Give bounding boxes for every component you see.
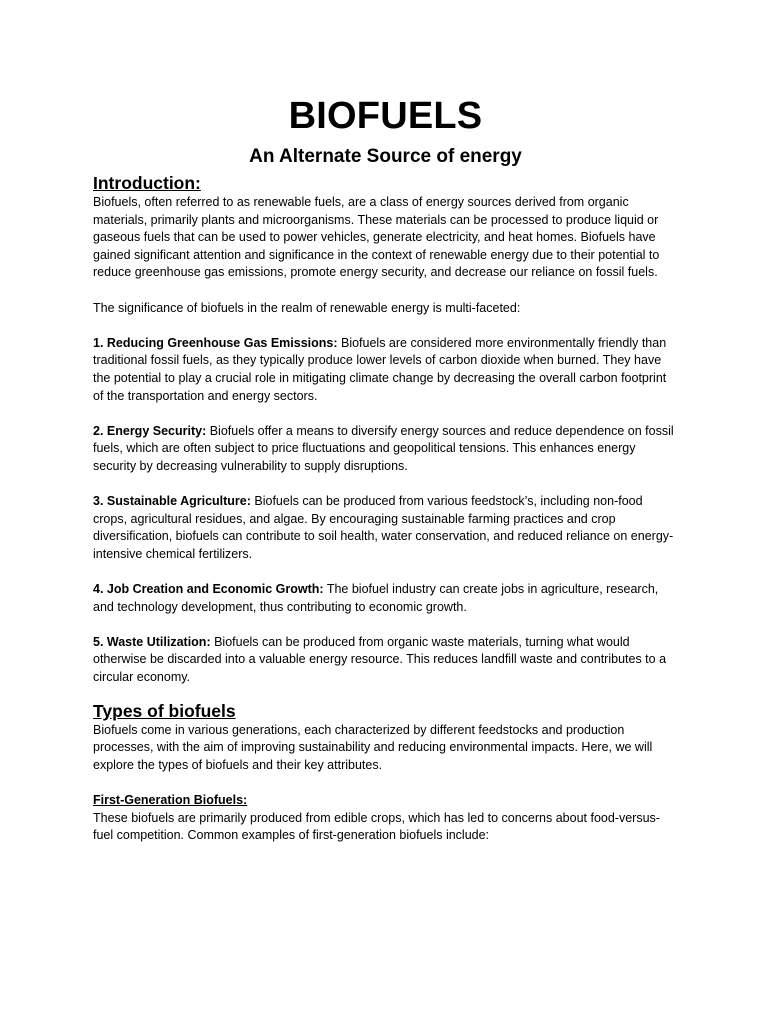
point-greenhouse-gas [93, 335, 678, 405]
point-job-creation [93, 581, 678, 616]
point-lead: 3. Sustainable Agriculture: [93, 494, 251, 509]
document-title: BIOFUELS [288, 95, 483, 137]
point-lead: 5. Waste Utilization: [93, 634, 211, 649]
point-lead: 1. Reducing Greenhouse Gas Emissions: [93, 335, 338, 350]
point-text: Biofuels can be produced from organic waste materials, turning what would otherwise be discarded into a valuable energy resource. This reduces landfill waste and contributes to a circular economy. [93, 634, 667, 685]
point-energy-security [93, 423, 678, 476]
introduction-heading: Introduction: [93, 173, 201, 193]
first-generation-paragraph: These biofuels are primarily produced from edible crops, which has led to concerns about food-versus-fuel competition. Common examples of first-generation biofuels include: [93, 810, 660, 843]
significance-intro: The significance of biofuels in the realm of renewable energy is multi-faceted: [93, 300, 521, 315]
point-waste-utilization [93, 634, 678, 687]
document-page [93, 92, 678, 845]
point-lead: 4. Job Creation and Economic Growth: [93, 582, 324, 597]
document-subtitle: An Alternate Source of energy [249, 146, 522, 167]
point-text: Biofuels are considered more environmentally friendly than traditional fossil fuels, as they typically produce lower levels of carbon dioxide when burned. They have the potential to play a crucial role in mitigating climate change by decreasing the overall carbon footprint of the transportation and energy sectors. [93, 335, 667, 403]
introduction-paragraph: Biofuels, often referred to as renewable fuels, are a class of energy sources derived from organic materials, primarily plants and microorganisms. These materials can be processed to produce liquid or gaseous fuels that can be used to power vehicles, generate electricity, and heat homes. Biofuels have gained significant attention and significance in the context of renewable energy due to their potential to reduce greenhouse gas emissions, promote energy security, and decrease our reliance on fossil fuels. [93, 195, 660, 280]
point-sustainable-agriculture [93, 493, 678, 563]
point-lead: 2. Energy Security: [93, 423, 207, 438]
point-text: Biofuels offer a means to diversify energy sources and reduce dependence on fossil fuels, which are often subject to price fluctuations and geopolitical tensions. This enhances energy security by decreasing vulnerability to supply disruptions. [93, 423, 674, 473]
point-text: Biofuels can be produced from various feedstock’s, including non-food crops, agricultural residues, and algae. By encouraging sustainable farming practices and crop diversification, biofuels can contribute to soil health, water conservation, and reduced reliance on energy-intensive chemical fertilizers. [93, 494, 674, 561]
types-heading: Types of biofuels [93, 700, 236, 721]
types-paragraph: Biofuels come in various generations, each characterized by different feedstocks and production processes, with the aim of improving sustainability and reducing environmental impacts. Here, we will explore the types of biofuels and their key attributes. [93, 722, 653, 772]
point-text: The biofuel industry can create jobs in agriculture, research, and technology development, thus contributing to economic growth. [93, 582, 659, 614]
first-generation-heading: First-Generation Biofuels: [93, 793, 248, 807]
